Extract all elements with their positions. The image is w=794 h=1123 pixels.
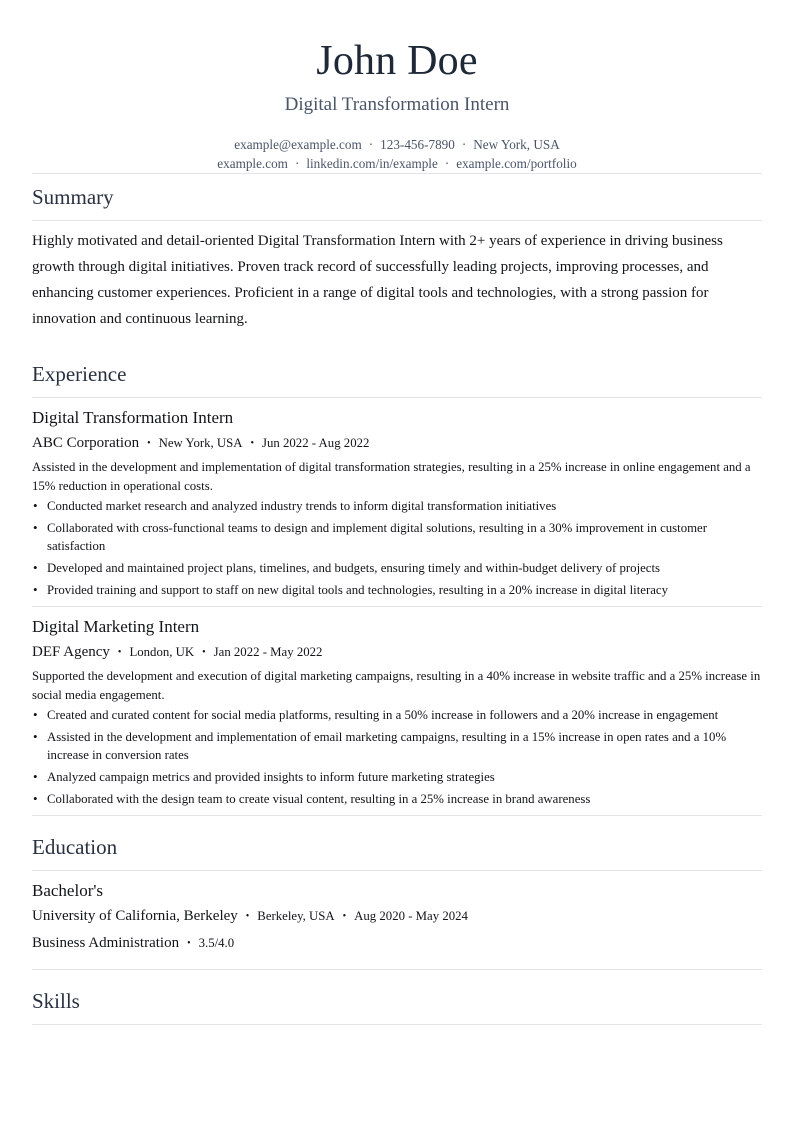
portfolio-link[interactable]: example.com/portfolio: [456, 156, 577, 171]
list-item: • Collaborated with cross-functional teams to design and implement digital solutions, resulting in a 30% improvement in customer satisfaction: [32, 519, 762, 555]
summary-section: [32, 174, 762, 332]
bullet-separator: •: [147, 438, 151, 449]
separator: ·: [294, 156, 300, 171]
list-item: • Developed and maintained project plans, timelines, and budgets, ensuring timely and within-budget delivery of projects: [32, 559, 762, 577]
job-title: Digital Transformation Intern: [32, 408, 234, 427]
job-entry: [32, 398, 762, 599]
field-of-study: Business Administration: [32, 935, 180, 951]
job-dates: Jan 2022 - May 2022: [213, 645, 323, 659]
location-text: New York, USA: [473, 137, 560, 152]
list-item: • Collaborated with the design team to create visual content, resulting in a 25% increase in brand awareness: [32, 790, 762, 808]
job-meta: [32, 433, 762, 455]
separator: ·: [461, 137, 467, 152]
candidate-role: Digital Transformation Intern: [284, 94, 510, 115]
separator: ·: [444, 156, 450, 171]
job-dates: Jun 2022 - Aug 2022: [262, 436, 370, 450]
website-link[interactable]: example.com: [217, 156, 288, 171]
field-line: [32, 932, 762, 955]
summary-title: Summary: [32, 185, 114, 209]
divider: [32, 815, 762, 816]
divider: [32, 220, 762, 221]
education-section: [32, 824, 762, 970]
job-bullets: [32, 497, 762, 599]
job-title: Digital Marketing Intern: [32, 617, 200, 636]
contact-line-2: [32, 154, 762, 173]
gpa-text: 3.5/4.0: [198, 936, 235, 950]
experience-title: Experience: [32, 362, 127, 386]
candidate-name: John Doe: [316, 38, 478, 84]
bullet-separator: •: [187, 938, 191, 949]
list-item: • Conducted market research and analyzed industry trends to inform digital transformation initiatives: [32, 497, 762, 515]
list-item: • Assisted in the development and implementation of email marketing campaigns, resulting in a 15% increase in open rates and a 10% increase in conversion rates: [32, 728, 762, 764]
skills-section: [32, 978, 762, 1025]
contact-line-1: [32, 135, 762, 154]
section-header: [32, 978, 762, 1024]
job-meta: [32, 642, 762, 664]
list-item: • Created and curated content for social media platforms, resulting in a 50% increase in followers and a 20% increase in engagement: [32, 706, 762, 724]
experience-section: [32, 351, 762, 816]
job-entry: [32, 607, 762, 808]
school-location: Berkeley, USA: [257, 909, 335, 923]
company-name: ABC Corporation: [32, 435, 140, 451]
job-description: Assisted in the development and implementation of digital transformation strategies, resulting in a 25% increase in online engagement and a 15% reduction in operational costs.: [32, 460, 751, 493]
divider: [32, 969, 762, 970]
list-item: • Provided training and support to staff on new digital tools and technologies, resulting in a 20% increase in digital literacy: [32, 581, 762, 599]
resume-header: [32, 0, 762, 173]
phone-text: 123-456-7890: [380, 137, 455, 152]
list-item: • Analyzed campaign metrics and provided insights to inform future marketing strategies: [32, 768, 762, 786]
section-header: [32, 174, 762, 220]
summary-text: Highly motivated and detail-oriented Digital Transformation Intern with 2+ years of experience in driving business growth through digital initiatives. Proven track record of successfully leading projects, improving processes, and enhancing customer experiences. Proficient in a range of digital tools and technologies, with a strong passion for innovation and continuous learning.: [32, 233, 723, 327]
section-header: [32, 351, 762, 397]
job-bullets: [32, 706, 762, 808]
company-name: DEF Agency: [32, 644, 110, 660]
section-header: [32, 824, 762, 870]
linkedin-link[interactable]: linkedin.com/in/example: [306, 156, 438, 171]
bullet-separator: •: [342, 911, 347, 922]
job-location: London, UK: [129, 645, 195, 659]
bullet-separator: •: [202, 647, 206, 658]
bullet-separator: •: [117, 647, 122, 658]
skills-title: Skills: [32, 989, 80, 1013]
separator: ·: [368, 137, 374, 152]
degree-name: Bachelor's: [32, 881, 104, 900]
education-dates: Aug 2020 - May 2024: [354, 909, 468, 923]
school-name: University of California, Berkeley: [32, 908, 238, 924]
bullet-separator: •: [250, 438, 255, 449]
email-link[interactable]: example@example.com: [234, 137, 362, 152]
job-location: New York, USA: [158, 436, 243, 450]
education-title: Education: [32, 835, 118, 859]
job-description: Supported the development and execution of digital marketing campaigns, resulting in a 40% increase in website traffic and a 25% increase in social media engagement.: [32, 669, 761, 702]
school-line: [32, 905, 762, 928]
divider: [32, 1024, 762, 1025]
bullet-separator: •: [245, 911, 250, 922]
